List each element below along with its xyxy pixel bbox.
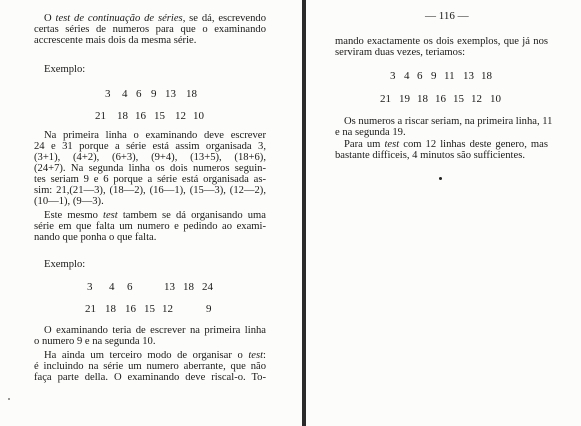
paragraph-line: Na primeira linha o examinando deve escrever [44,130,266,141]
series-number: 9 [206,303,212,315]
paragraph-line: O test de continuação de séries, se dá, escrevendo [44,13,266,24]
series-number: 18 [481,70,492,82]
paragraph-line: Os numeros a riscar seriam, na primeira linha, 11 [344,116,553,127]
series-number: 24 [202,281,213,293]
series-number: 21 [85,303,96,315]
paragraph-line: Ha ainda um terceiro modo de organisar o test: [44,350,266,361]
scan-speck [8,398,10,400]
right-page [306,0,581,426]
series-number: 9 [151,88,157,100]
paragraph-line: nando que ponha o que falta. [34,232,157,243]
series-number: 10 [193,110,204,122]
paragraph-line: mando exactamente os dois exemplos, que já nos [335,36,548,47]
series-number: 16 [125,303,136,315]
series-number: 19 [399,93,410,105]
paragraph-line: e na segunda 19. [335,127,406,138]
series-number: 21 [380,93,391,105]
series-number: 16 [135,110,146,122]
series-number: 18 [117,110,128,122]
separator-dot [439,177,442,180]
series-number: 9 [431,70,437,82]
series-number: 18 [186,88,197,100]
paragraph-line: O examinando teria de escrever na primeira linha [44,325,266,336]
page-number: — 116 — [425,10,469,22]
paragraph-line: sim: 21,(21—3), (18—2), (16—1), (15—3), (12—2), [34,185,266,196]
series-number: 13 [164,281,175,293]
series-number: 15 [453,93,464,105]
paragraph-line: 24 e 31 porque a série está assim organisada 3, [34,141,266,152]
paragraph-line: é incluindo na série um numero aberrante, que não [34,361,266,372]
series-number: 4 [404,70,410,82]
paragraph-line: serviram duas vezes, teriamos: [335,47,466,58]
paragraph-line: (10—1), (9—3). [34,196,104,207]
series-number: 4 [122,88,128,100]
series-number: 13 [463,70,474,82]
series-number: 12 [162,303,173,315]
series-number: 15 [144,303,155,315]
paragraph-line: série em que falta um numero e pedindo ao exami- [34,221,266,232]
paragraph-line: bastante difficeis, 4 minutos são sufficientes. [335,150,525,161]
series-number: 6 [417,70,423,82]
paragraph-line: (24+7). Na segunda linha os dois numeros seguin- [34,163,266,174]
example-label: Exemplo: [44,64,86,75]
paragraph-line: faça parte della. O examinando deve riscal-o. To- [34,372,266,383]
series-number: 10 [490,93,501,105]
series-number: 6 [127,281,133,293]
series-number: 16 [435,93,446,105]
paragraph-line: (3+1), (4+2), (6+3), (9+4), (13+5), (18+6), [34,152,266,163]
paragraph-line: tes seriam 9 e 6 porque a série está organisada as- [34,174,266,185]
series-number: 13 [165,88,176,100]
series-number: 12 [471,93,482,105]
series-number: 18 [417,93,428,105]
series-number: 3 [105,88,111,100]
series-number: 12 [175,110,186,122]
series-number: 18 [105,303,116,315]
series-number: 11 [444,70,455,82]
series-number: 4 [109,281,115,293]
series-number: 21 [95,110,106,122]
series-number: 15 [154,110,165,122]
paragraph-line: accrescente mais dois da mesma série. [34,35,197,46]
paragraph-line: o numero 9 e na segunda 10. [34,336,156,347]
series-number: 6 [136,88,142,100]
series-number: 3 [87,281,93,293]
example-label: Exemplo: [44,259,86,270]
series-number: 18 [183,281,194,293]
paragraph-line: Este mesmo test tambem se dá organisando uma [44,210,266,221]
series-number: 3 [390,70,396,82]
paragraph-line: Para um test com 12 linhas deste genero, mas [344,139,548,150]
paragraph-line: certas séries de numeros para que o examinando [34,24,266,35]
